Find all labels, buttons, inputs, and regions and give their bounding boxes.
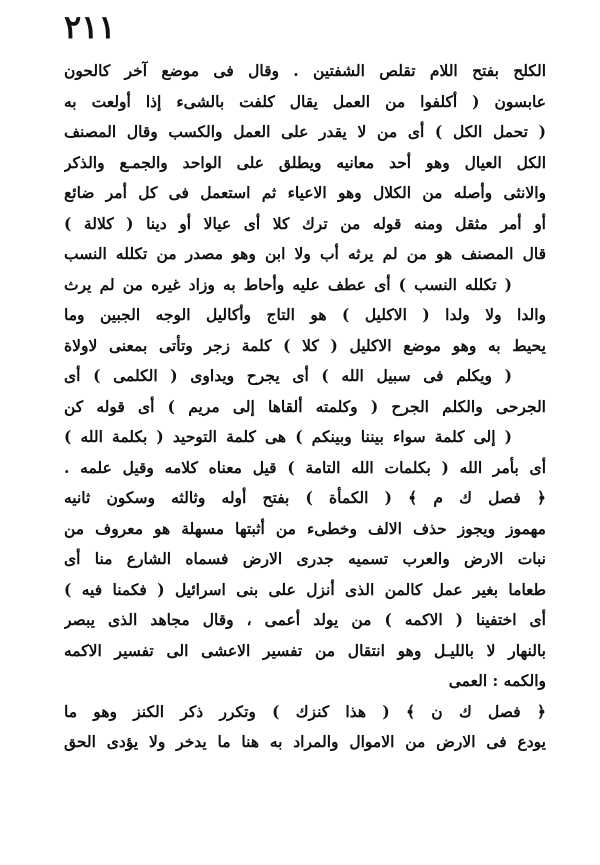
text-line-18: طعاما بغير عمل كالمن الذى أنزل على بنى اسرائيل ( فكمنا فيه ) xyxy=(64,579,546,599)
text-line-8: ( تكلله النسب ) أى عطف عليه وأحاط به وزاد غيره من لم يرث xyxy=(64,274,512,294)
text-line-3: ( تحمل الكل ) أى من لا يقدر على العمل والكسب وقال المصنف xyxy=(64,122,546,141)
text-line-7: قال المصنف هو من لم يرثه أب ولا ابن وهو مصدر من تكلله النسب xyxy=(64,244,546,263)
text-line-11: ( ويكلم فى سبيل الله ) أى يجرح ويداوى ( الكلمى ) أى xyxy=(64,366,512,385)
text-line-14: أى بأمر الله ( بكلمات الله التامة ) قيل معناه كلامه وقيل علمه . xyxy=(64,457,546,477)
text-line-12: الجرحى والكلم الجرح ( وكلمته ألقاها إلى مريم ) أى قوله كن xyxy=(64,396,546,416)
text-line-5: والانثى وأصله من الكلال وهو الاعياء ثم استعمل فى كل أمر ضائع xyxy=(64,183,546,202)
text-line-19: أى اختفينا ( الاكمه ) من يولد أعمى ، وقال مجاهد الذى يبصر xyxy=(64,610,546,629)
section-heading-kaf-nun: ﴿ فصل ك ن ﴾ ( هذا كنزك ) وتكرر ذكر الكنز وهو ما xyxy=(64,701,546,721)
page-number: ٢١١ xyxy=(64,8,116,46)
text-line-6: أو أمر مثقل ومنه قوله من ترك كلا أى عيالا أو دينا ( كلالة ) xyxy=(64,213,546,233)
text-line-23: يودع فى الارض من الاموال والمراد به هنا ما يدخر ولا يؤدى الحق xyxy=(64,732,546,751)
text-line-2: عابسون ( أكلفوا من العمل يقال كلفت بالشىء إذا أولعت به xyxy=(64,91,546,111)
text-line-10: يحيط به وهو موضع الاكليل ( كلا ) كلمة زجر وتأتى بمعنى لاولاة xyxy=(64,335,546,355)
text-line-21: والكمه : العمى xyxy=(448,671,546,690)
text-line-1: الكلح بفتح اللام تقلص الشفتين . وقال فى موضع آخر كالحون xyxy=(64,61,546,80)
text-line-4: الكل العيال وهو أحد معانيه ويطلق على الواحد والجمـع والذكر xyxy=(64,152,546,172)
text-line-9: والدا ولا ولدا ( الاكليل ) هو التاج وأكاليل الوجه الجبين وما xyxy=(64,305,546,324)
text-line-16: مهموز ويجوز حذف الالف وخطىء من أثبتها مسهلة هو معروف من xyxy=(64,518,546,538)
body-text xyxy=(64,56,546,758)
section-heading-kaf-mim: ﴿ فصل ك م ﴾ ( الكمأة ) بفتح أوله وثالثه وسكون ثانيه xyxy=(64,488,546,507)
text-line-20: بالنهار لا بالليـل وهو انتقال من تفسير الاعشى الى تفسير الاكمه xyxy=(64,640,546,660)
text-line-17: نبات الارض والعرب تسميه جدرى الارض فسماه الشارع منا أى xyxy=(64,549,546,568)
text-line-13: ( إلى كلمة سواء بيننا وبينكم ) هى كلمة التوحيد ( بكلمة الله ) xyxy=(64,427,512,446)
